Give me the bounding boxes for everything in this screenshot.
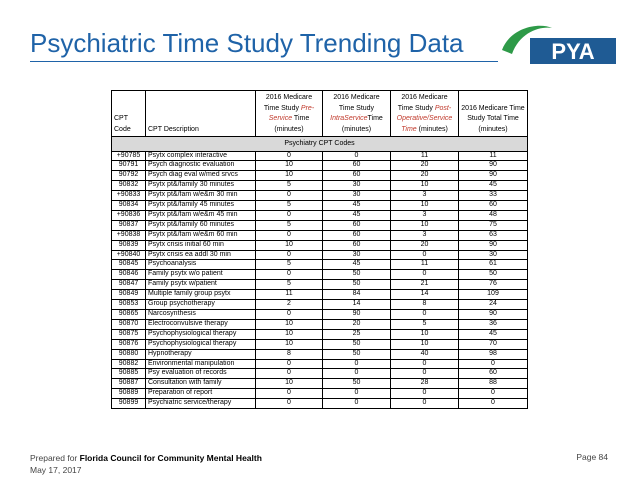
table-row bbox=[112, 369, 528, 379]
prepared-prefix: Prepared for bbox=[30, 453, 80, 463]
total-time-cell: 98 bbox=[459, 349, 528, 359]
total-time-cell: 90 bbox=[459, 171, 528, 181]
post-service-cell: 0 bbox=[391, 310, 459, 320]
pre-service-cell: 0 bbox=[256, 250, 323, 260]
total-time-cell: 0 bbox=[459, 359, 528, 369]
pre-service-cell: 8 bbox=[256, 349, 323, 359]
pre-service-cell: 0 bbox=[256, 151, 323, 161]
cpt-code-cell: 90832 bbox=[112, 181, 146, 191]
post-service-cell: 20 bbox=[391, 171, 459, 181]
table-row bbox=[112, 151, 528, 161]
intra-service-cell: 0 bbox=[323, 151, 391, 161]
total-time-cell: 48 bbox=[459, 210, 528, 220]
total-time-cell: 70 bbox=[459, 339, 528, 349]
cpt-code-cell: 90837 bbox=[112, 220, 146, 230]
pre-service-cell: 10 bbox=[256, 329, 323, 339]
cpt-code-cell: 90847 bbox=[112, 280, 146, 290]
total-time-cell: 109 bbox=[459, 290, 528, 300]
post-service-cell: 0 bbox=[391, 270, 459, 280]
total-time-cell: 50 bbox=[459, 270, 528, 280]
post-service-cell: 14 bbox=[391, 290, 459, 300]
table-row bbox=[112, 300, 528, 310]
cpt-description-cell: Psytx crisis ea addl 30 min bbox=[146, 250, 256, 260]
pre-service-cell: 11 bbox=[256, 290, 323, 300]
pre-service-cell: 2 bbox=[256, 300, 323, 310]
intra-service-cell: 30 bbox=[323, 191, 391, 201]
intra-service-cell: 0 bbox=[323, 389, 391, 399]
cpt-code-cell: 90882 bbox=[112, 359, 146, 369]
cpt-description-cell: Psych diagnostic evaluation bbox=[146, 161, 256, 171]
post-service-cell: 20 bbox=[391, 240, 459, 250]
cpt-description-cell: Family psytx w/patient bbox=[146, 280, 256, 290]
cpt-description-cell: Psytx complex interactive bbox=[146, 151, 256, 161]
post-service-cell: 11 bbox=[391, 260, 459, 270]
intra-service-cell: 90 bbox=[323, 310, 391, 320]
intra-service-cell: 45 bbox=[323, 210, 391, 220]
post-service-cell: 10 bbox=[391, 220, 459, 230]
total-time-cell: 60 bbox=[459, 201, 528, 211]
cpt-code-cell: 90889 bbox=[112, 389, 146, 399]
intra-service-cell: 45 bbox=[323, 201, 391, 211]
cpt-description-cell: Psychophysiological therapy bbox=[146, 329, 256, 339]
total-time-cell: 90 bbox=[459, 161, 528, 171]
cpt-code-cell: 90885 bbox=[112, 369, 146, 379]
pre-service-cell: 5 bbox=[256, 220, 323, 230]
table-row bbox=[112, 270, 528, 280]
header-post-service: 2016 Medicare Time Study Post-Operative/Service Time (minutes) bbox=[391, 91, 459, 137]
cpt-code-cell: 90880 bbox=[112, 349, 146, 359]
intra-service-cell: 60 bbox=[323, 161, 391, 171]
cpt-code-cell: 90870 bbox=[112, 319, 146, 329]
table-header-row bbox=[112, 91, 528, 137]
total-time-cell: 30 bbox=[459, 250, 528, 260]
cpt-code-cell: 90899 bbox=[112, 399, 146, 409]
header-cpt-code: CPT Code bbox=[112, 91, 146, 137]
cpt-code-cell: +90833 bbox=[112, 191, 146, 201]
table-row bbox=[112, 181, 528, 191]
table-row bbox=[112, 260, 528, 270]
pya-logo bbox=[500, 20, 618, 66]
pre-service-cell: 0 bbox=[256, 310, 323, 320]
table-row bbox=[112, 171, 528, 181]
cpt-description-cell: Psytx pt&/family 45 minutes bbox=[146, 201, 256, 211]
pre-service-cell: 0 bbox=[256, 369, 323, 379]
post-service-cell: 8 bbox=[391, 300, 459, 310]
intra-service-cell: 0 bbox=[323, 359, 391, 369]
cpt-description-cell: Multiple family group psytx bbox=[146, 290, 256, 300]
post-service-cell: 3 bbox=[391, 230, 459, 240]
post-service-cell: 10 bbox=[391, 181, 459, 191]
cpt-code-cell: +90785 bbox=[112, 151, 146, 161]
table-row bbox=[112, 329, 528, 339]
cpt-code-cell: 90876 bbox=[112, 339, 146, 349]
total-time-cell: 33 bbox=[459, 191, 528, 201]
pre-service-cell: 10 bbox=[256, 161, 323, 171]
cpt-description-cell: Narcosynthesis bbox=[146, 310, 256, 320]
post-service-cell: 28 bbox=[391, 379, 459, 389]
table-row bbox=[112, 191, 528, 201]
table-row bbox=[112, 220, 528, 230]
post-service-cell: 10 bbox=[391, 201, 459, 211]
cpt-code-cell: 90791 bbox=[112, 161, 146, 171]
table-row bbox=[112, 349, 528, 359]
table-row bbox=[112, 399, 528, 409]
intra-service-cell: 60 bbox=[323, 220, 391, 230]
cpt-description-cell: Electroconvulsive therapy bbox=[146, 319, 256, 329]
table-row bbox=[112, 280, 528, 290]
total-time-cell: 36 bbox=[459, 319, 528, 329]
total-time-cell: 45 bbox=[459, 329, 528, 339]
table-row bbox=[112, 250, 528, 260]
intra-service-cell: 60 bbox=[323, 230, 391, 240]
pre-service-cell: 10 bbox=[256, 171, 323, 181]
post-service-cell: 21 bbox=[391, 280, 459, 290]
intra-service-cell: 14 bbox=[323, 300, 391, 310]
table-body bbox=[112, 151, 528, 409]
pre-service-cell: 0 bbox=[256, 399, 323, 409]
prepared-for: Florida Council for Community Mental Health bbox=[79, 453, 262, 463]
pre-service-cell: 0 bbox=[256, 210, 323, 220]
pre-service-cell: 10 bbox=[256, 339, 323, 349]
post-service-cell: 0 bbox=[391, 399, 459, 409]
cpt-code-cell: 90875 bbox=[112, 329, 146, 339]
pre-service-cell: 0 bbox=[256, 191, 323, 201]
footer-prepared bbox=[30, 452, 262, 476]
time-study-table bbox=[111, 90, 528, 409]
total-time-cell: 0 bbox=[459, 399, 528, 409]
cpt-code-cell: 90865 bbox=[112, 310, 146, 320]
cpt-description-cell: Psytx crisis initial 60 min bbox=[146, 240, 256, 250]
pre-service-cell: 0 bbox=[256, 230, 323, 240]
table-row bbox=[112, 339, 528, 349]
pre-service-cell: 0 bbox=[256, 359, 323, 369]
cpt-code-cell: 90834 bbox=[112, 201, 146, 211]
cpt-description-cell: Psytx pt&/family 60 minutes bbox=[146, 220, 256, 230]
total-time-cell: 11 bbox=[459, 151, 528, 161]
cpt-description-cell: Hypnotherapy bbox=[146, 349, 256, 359]
cpt-description-cell: Psytx pt&/family 30 minutes bbox=[146, 181, 256, 191]
table-row bbox=[112, 359, 528, 369]
post-service-cell: 10 bbox=[391, 329, 459, 339]
post-service-cell: 0 bbox=[391, 359, 459, 369]
header-cpt-description: CPT Description bbox=[146, 91, 256, 137]
post-service-cell: 11 bbox=[391, 151, 459, 161]
intra-service-cell: 50 bbox=[323, 280, 391, 290]
pre-service-cell: 0 bbox=[256, 270, 323, 280]
cpt-description-cell: Psytx pt&/fam w/e&m 45 min bbox=[146, 210, 256, 220]
intra-service-cell: 25 bbox=[323, 329, 391, 339]
total-time-cell: 0 bbox=[459, 389, 528, 399]
table-row bbox=[112, 230, 528, 240]
cpt-code-cell: 90846 bbox=[112, 270, 146, 280]
cpt-description-cell: Psychiatric service/therapy bbox=[146, 399, 256, 409]
cpt-code-cell: +90838 bbox=[112, 230, 146, 240]
cpt-code-cell: 90853 bbox=[112, 300, 146, 310]
total-time-cell: 63 bbox=[459, 230, 528, 240]
cpt-description-cell: Environmental manipulation bbox=[146, 359, 256, 369]
cpt-description-cell: Group psychotherapy bbox=[146, 300, 256, 310]
header-intra-service: 2016 Medicare Time Study IntraServiceTime (minutes) bbox=[323, 91, 391, 137]
total-time-cell: 90 bbox=[459, 310, 528, 320]
intra-service-cell: 50 bbox=[323, 379, 391, 389]
table-row bbox=[112, 161, 528, 171]
total-time-cell: 61 bbox=[459, 260, 528, 270]
post-service-cell: 3 bbox=[391, 210, 459, 220]
table-row bbox=[112, 379, 528, 389]
table-row bbox=[112, 201, 528, 211]
intra-service-cell: 45 bbox=[323, 260, 391, 270]
intra-service-cell: 60 bbox=[323, 171, 391, 181]
post-service-cell: 0 bbox=[391, 369, 459, 379]
page-title: Psychiatric Time Study Trending Data bbox=[30, 28, 464, 58]
intra-service-cell: 30 bbox=[323, 181, 391, 191]
table-row bbox=[112, 240, 528, 250]
header-pre-service: 2016 Medicare Time Study Pre-Service Time (minutes) bbox=[256, 91, 323, 137]
post-service-cell: 0 bbox=[391, 389, 459, 399]
pre-service-cell: 5 bbox=[256, 201, 323, 211]
table-row bbox=[112, 210, 528, 220]
post-service-cell: 10 bbox=[391, 339, 459, 349]
cpt-description-cell: Consultation with family bbox=[146, 379, 256, 389]
header-total-time: 2016 Medicare Time Study Total Time (minutes) bbox=[459, 91, 528, 137]
cpt-description-cell: Psytx pt&/fam w/e&m 60 min bbox=[146, 230, 256, 240]
cpt-description-cell: Psych diag eval w/med srvcs bbox=[146, 171, 256, 181]
pre-service-cell: 10 bbox=[256, 379, 323, 389]
intra-service-cell: 50 bbox=[323, 339, 391, 349]
pre-service-cell: 5 bbox=[256, 181, 323, 191]
total-time-cell: 90 bbox=[459, 240, 528, 250]
logo-text: PYA bbox=[551, 39, 595, 64]
table-row bbox=[112, 290, 528, 300]
pre-service-cell: 5 bbox=[256, 260, 323, 270]
intra-service-cell: 0 bbox=[323, 399, 391, 409]
time-study-table-wrapper bbox=[111, 90, 527, 409]
post-service-cell: 5 bbox=[391, 319, 459, 329]
cpt-description-cell: Psychoanalysis bbox=[146, 260, 256, 270]
cpt-code-cell: 90887 bbox=[112, 379, 146, 389]
cpt-code-cell: +90836 bbox=[112, 210, 146, 220]
intra-service-cell: 84 bbox=[323, 290, 391, 300]
cpt-code-cell: +90840 bbox=[112, 250, 146, 260]
cpt-description-cell: Psy evaluation of records bbox=[146, 369, 256, 379]
total-time-cell: 24 bbox=[459, 300, 528, 310]
footer-date: May 17, 2017 bbox=[30, 465, 82, 475]
cpt-code-cell: 90839 bbox=[112, 240, 146, 250]
total-time-cell: 88 bbox=[459, 379, 528, 389]
post-service-cell: 20 bbox=[391, 161, 459, 171]
total-time-cell: 60 bbox=[459, 369, 528, 379]
post-service-cell: 40 bbox=[391, 349, 459, 359]
pre-service-cell: 10 bbox=[256, 240, 323, 250]
intra-service-cell: 50 bbox=[323, 270, 391, 280]
post-service-cell: 3 bbox=[391, 191, 459, 201]
pre-service-cell: 0 bbox=[256, 389, 323, 399]
title-divider bbox=[30, 61, 498, 62]
section-label: Psychiatry CPT Codes bbox=[112, 137, 528, 152]
cpt-description-cell: Psychophysiological therapy bbox=[146, 339, 256, 349]
page-number: Page 84 bbox=[576, 452, 608, 462]
total-time-cell: 76 bbox=[459, 280, 528, 290]
intra-service-cell: 50 bbox=[323, 349, 391, 359]
intra-service-cell: 60 bbox=[323, 240, 391, 250]
table-row bbox=[112, 319, 528, 329]
section-row bbox=[112, 137, 528, 152]
intra-service-cell: 30 bbox=[323, 250, 391, 260]
cpt-code-cell: 90792 bbox=[112, 171, 146, 181]
cpt-description-cell: Preparation of report bbox=[146, 389, 256, 399]
cpt-code-cell: 90845 bbox=[112, 260, 146, 270]
pre-service-cell: 10 bbox=[256, 319, 323, 329]
total-time-cell: 45 bbox=[459, 181, 528, 191]
table-row bbox=[112, 389, 528, 399]
intra-service-cell: 0 bbox=[323, 369, 391, 379]
table-row bbox=[112, 310, 528, 320]
total-time-cell: 75 bbox=[459, 220, 528, 230]
intra-service-cell: 20 bbox=[323, 319, 391, 329]
cpt-code-cell: 90849 bbox=[112, 290, 146, 300]
pre-service-cell: 5 bbox=[256, 280, 323, 290]
cpt-description-cell: Family psytx w/o patient bbox=[146, 270, 256, 280]
cpt-description-cell: Psytx pt&/fam w/e&m 30 min bbox=[146, 191, 256, 201]
post-service-cell: 0 bbox=[391, 250, 459, 260]
